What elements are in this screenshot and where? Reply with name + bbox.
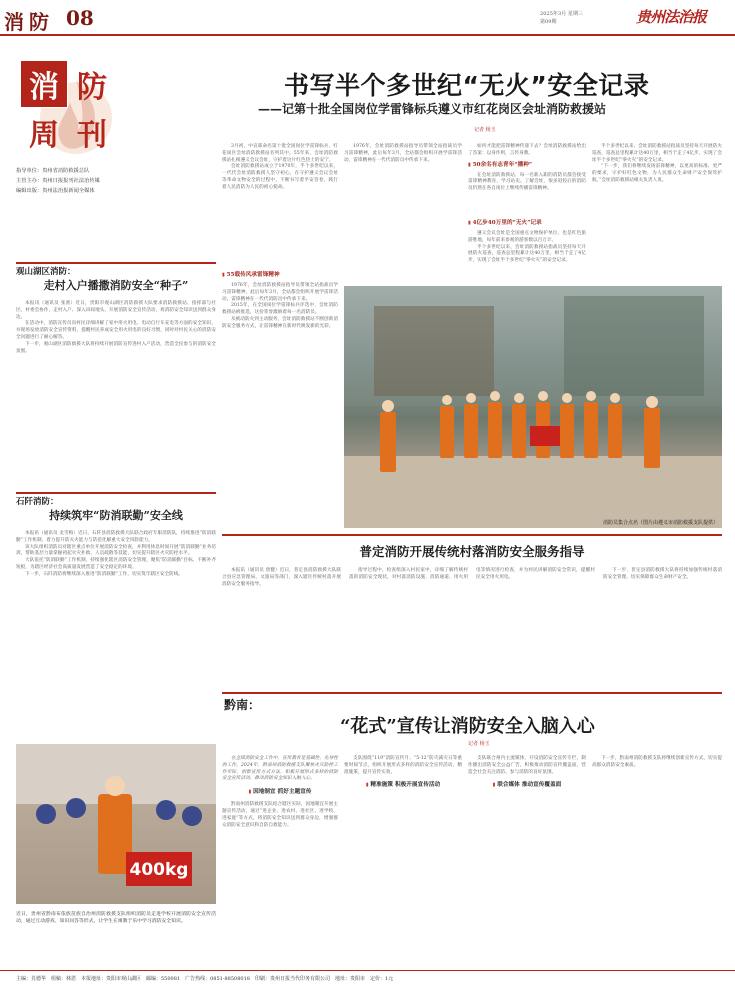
article-qiannan-col1 [222, 756, 338, 829]
paragraph: 如何才能把雷锋精神传递下去？会址消防救援站给出了答案：以身作则，言传身教。 [468, 144, 586, 156]
paragraph: 支队联合州内主流媒体，开设消防安全宣传专栏，制作播出消防安全公益广告，积极推动消防宣传覆盖面，营造全社会关注消防、参与消防的良好氛围。 [468, 756, 586, 775]
svg-text:400kg: 400kg [129, 860, 189, 880]
masthead-info-line: 编辑出版：贵州法治报新闻全媒体 [16, 188, 95, 194]
paragraph: 下一步，观山湖区消防救援大队将持续开展消防宣传进村入户活动，营造全民参与的消防安全氛围。 [16, 341, 216, 354]
paragraph: 黔南州消防救援支队结合辖区实际，因地制宜开展主题宣传活动，通过“进企业、进农村、进社区、进学校、进家庭”等方式，将消防安全知识送到群众身边，增强群众消防安全意识和自防自救能力。 [222, 802, 338, 828]
main-photo [344, 286, 722, 528]
paragraph: “下一步，我们将继续发扬雷锋精神，以更高的标准、更严的要求，守护好红色文物，为人民群众生命财产安全保驾护航。”会址消防救援站相关负责人说。 [592, 164, 722, 183]
story-subhead: ▮ 50余名有志青年“播种” [468, 162, 586, 169]
story-subhead: ▮ 4亿步40万里的“无火”记录 [468, 220, 586, 227]
section-rule [16, 492, 216, 494]
qiannan-photo [16, 744, 216, 904]
paragraph: 2015年，在全国岗位学雷锋标兵评选中，会址消防救援站被推选，这份荣誉激励着每一名消防员。 [222, 303, 338, 316]
firefighters-photo [344, 286, 722, 528]
story-column-3 [344, 144, 462, 164]
article-qiannan-col4 [592, 756, 722, 770]
story-subhead: ▮ 因地制宜 抓好主题宣传 [222, 789, 338, 796]
paragraph: 下一步，石阡消防将继续深入推进“防消联勤”工作，切实筑牢辖区安全防线。 [25, 571, 184, 577]
section-rule [222, 534, 722, 536]
paragraph: 大队依托“防消联勤”工作机制，持续强化辖区消防安全管理，聚焦“防消联勤”目标，不断补齐短板，为辖区经济社会高质量发展营造了安全稳定的环境。 [16, 558, 216, 570]
story-subhead: ▮ 55载传风承雷锋精神 [222, 272, 338, 279]
paragraph: 半个多世纪以来，会址消防救援站指战员坚持每天开展防火巡查，巡查总里程累计达40万里，相当于走了4亿步，实现了会址半个多世纪“零火灾”的安全记录。 [592, 144, 722, 163]
brand-logo: 贵州法治报 [636, 8, 707, 26]
section-label: 消 防 [4, 10, 48, 34]
article-heading: 观山湖区消防： [16, 267, 76, 277]
masthead-info-line: 指导单位：贵州省消防救援总队 [16, 168, 90, 174]
article-qiannan-col3 [468, 756, 586, 795]
paragraph: 该大队组织消防员对辖区重点单位开展消防安全检查，并利用休息时间开展“防消联勤”业务培训，帮助基层力量掌握初起火灾扑救、人员疏散等技能，切实提升辖区火灾防控水平。 [16, 544, 216, 557]
story-subhead: ▮ 联合媒体 推动宣传覆盖面 [468, 782, 586, 789]
paragraph: 从被动防火到主动服务，会址消防救援站不断创新消防安全服务方式，让雷锋精神在新时代焕发新的光彩。 [222, 316, 338, 329]
article-qiannan-col2 [344, 756, 462, 795]
main-headline: 书写半个多世纪“无火”安全记录 [284, 71, 650, 100]
footer-rule [0, 970, 735, 971]
story-column-2 [222, 272, 338, 331]
article-puding-title: 普定消防开展传统村落消防安全服务指导 [359, 544, 585, 559]
story-subhead: ▮ 精准施策 积极开展宣传活动 [344, 782, 462, 789]
article-qiannan-byline: 记者 杨玉 [468, 741, 490, 747]
header-edition: 第09期 [540, 19, 557, 25]
page-header [0, 0, 735, 34]
photo-caption: 消防员集合点名（图片由遵义市消防救援支队提供） [602, 520, 718, 526]
paragraph: 1976年，会址消防救援站指导员带领全站指战员学习雷锋精神，此后每年3月，全站都会组织开展学雷锋活动，雷锋精神在一代代消防员中传承下来。 [344, 144, 462, 163]
paragraph: 遵义会议会址是全国重点文物保护单位，也是红色旅游胜地，每年前来参观的游客数以百万计。 [468, 231, 586, 243]
header-rule [0, 34, 735, 36]
article-guanshanhu [16, 266, 216, 355]
masthead-info [16, 166, 216, 196]
paragraph: 会址消防救援站成立于1970年，半个多世纪以来，一代代会址消防救援人坚守初心，在守护遵义会议会址等革命文物安全的过程中，不断书写着平安答卷，践行着人民消防为人民的初心使命。 [222, 164, 338, 190]
main-byline: 记者 杨玉 [474, 127, 496, 133]
paragraph: 本报讯（通讯员 张蕾）近日，贵阳市观山湖区消防救援大队要求消防救援站、指挥部与社区、村委会协作，走村入户、深入田间地头，开展消防安全宣传活动，将消防安全知识送到群众身边。 [16, 301, 216, 320]
header-date: 2025年3月 星期三 [540, 11, 584, 17]
article-title: 持续筑牢“防消联勤”安全线 [49, 509, 183, 522]
masthead-info-line: 主管主办：贵州日报报刊社法治传媒 [16, 178, 100, 184]
page-number: 08 [66, 6, 94, 30]
article-qiannan-title: “花式”宣传让消防安全入脑入心 [340, 716, 595, 737]
paragraph: 下一步，普定县消防救援大队将持续加强传统村落消防安全管理，切实保障群众生命财产安全。 [603, 568, 722, 580]
paragraph: 在全国消防安全工作中，宣传教育是基础性、先导性的工作。2024年，黔南州消防救援支队聚焦火灾防控工作实际，创新宣传方式方法，积极开展形式多样的消防安全宣传活动，推动消防安全知识入脑入心。 [222, 756, 338, 782]
paragraph: 下一步，黔南州消防救援支队将继续创新宣传方式，切实提高群众消防安全素质。 [592, 756, 722, 768]
paragraph: 本报讯（通讯员 唐健）近日，普定县消防救援大队联合县应急管理局、文旅局等部门，深入辖区传统村落开展消防安全服务指导。 [222, 568, 341, 587]
paragraph: 本报讯（通讯员 龙雪梅）近日，石阡县消防救援大队联合政府专职消防队，持续推进“防消联勤”工作机制，着力提升防灭火能力与防范化解重大安全风险能力。 [16, 531, 216, 543]
main-subtitle: ——记第十批全国岗位学雷锋标兵遵义市红花岗区会址消防救援站 [258, 102, 607, 116]
paragraph: 在会址消防救援站，每一名新入职的消防员都会接受雷锋精神教育，学习站史、了解会址，很多退役后的消防员仍然在各自岗位上继续传播雷锋精神。 [468, 172, 586, 192]
paragraph: 3月初，中宣部命名第十批全国岗位学雷锋标兵，红花岗区会址消防救援站名列其中。55年来，会址消防救援站扎根遵义会议会址，守护着这片红色热土的安宁。 [222, 144, 338, 163]
article-heading: 石阡消防： [16, 497, 59, 507]
article-title: 走村入户播撒消防安全“种子” [43, 279, 189, 292]
page-footer: 主编：肖德华 组稿：林恩 本报地址：贵阳市观山湖区 邮编：550081 广告热线：0851-88508018 印刷：贵州日报当代印务有限公司 地址：贵阳市 定价：1元 [16, 976, 394, 982]
story-column-1 [222, 144, 338, 192]
masthead-logo: 消 防 周 刊 [20, 60, 116, 156]
article-puding [222, 568, 722, 588]
story-column-5 [468, 220, 586, 265]
paragraph: 支队围绕“119”消防宣传月、“5·12”防灾减灾日等重要时间节点，组织开展形式多样的消防安全宣传活动，精准施策，提升宣传实效。 [344, 756, 462, 775]
section-rule [222, 692, 722, 694]
section-rule [16, 262, 216, 264]
paragraph: 半个多世纪以来，会址消防救援站指战员坚持每天开展防火巡查，巡查总里程累计达40万里，相当于走了4亿步，实现了会址半个多世纪“零火灾”的安全记录。 [468, 244, 586, 264]
students-photo [16, 744, 216, 904]
article-shiqian [16, 496, 216, 579]
paragraph: 指导过程中，检查组深入村民家中，详细了解传统村落的消防安全现状，对村落消防设施、消防通道、用火用电等情况进行检查，并为村民讲解消防安全常识，提醒村民安全用火用电。 [349, 568, 595, 580]
article-qiannan-kicker: 黔南： [224, 698, 261, 712]
paragraph: 在活动中，消防宣传员向村民详细讲解了家中用火用电、电动自行车充电等方面的安全知识，并现场发放消防安全宣传资料，提醒村民养成安全用火用电的良好习惯，同时对村民关心的消防安全问题进行了耐心解答。 [16, 321, 216, 340]
story-column-6 [592, 144, 722, 185]
qiannan-photo-caption: 近日，贵州省黔南布依族苗族自治州消防救援支队组织消防员走进学校开展消防安全宣传活动，通过互动游戏、知识问答等形式，让学生在寓教于乐中学习消防安全知识。 [16, 912, 216, 924]
paragraph: 1976年，会址消防救援站指导员带领全站指战员学习雷锋精神，此后每年3月，全站都会组织开展学雷锋活动，雷锋精神在一代代消防员中传承下来。 [222, 283, 338, 302]
story-column-4 [468, 144, 586, 193]
